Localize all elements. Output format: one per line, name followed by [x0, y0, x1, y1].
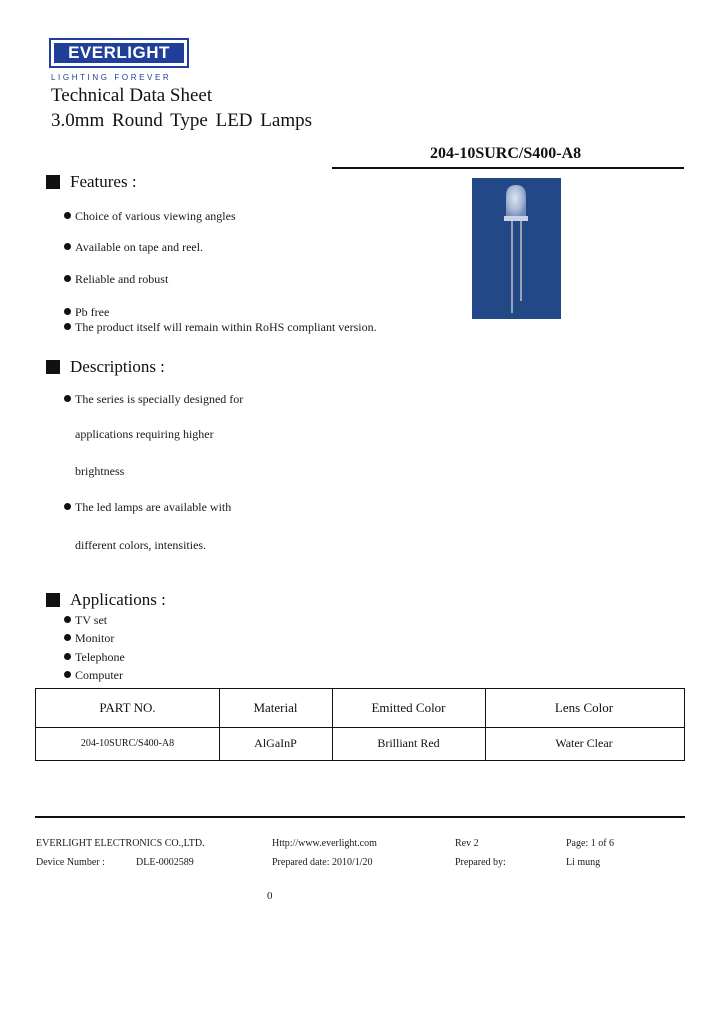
features-section-marker [46, 175, 60, 189]
bullet-icon [64, 395, 71, 402]
table-cell: 204-10SURC/S400-A8 [80, 737, 175, 749]
table-cell: Water Clear [555, 735, 613, 750]
logo-tagline: LIGHTING FOREVER [51, 73, 172, 82]
bullet-icon [64, 671, 71, 678]
descriptions-section-marker [46, 360, 60, 374]
applications-heading: Applications : [70, 590, 166, 609]
descriptions-heading: Descriptions : [70, 357, 165, 376]
table-header-cell: Emitted Color [371, 700, 446, 715]
applications-section-marker [46, 593, 60, 607]
feature-item: Pb free [75, 305, 110, 319]
footer-page: Page: 1 of 6 [566, 838, 615, 849]
description-line: The led lamps are available with [75, 500, 232, 514]
table-header-cell: Lens Color [554, 700, 614, 715]
document-subtitle: 3.0mm Round Type LED Lamps [51, 110, 312, 131]
bullet-icon [64, 323, 71, 330]
table-header-cell: Material [253, 700, 298, 715]
spec-table [35, 688, 685, 761]
application-item: Telephone [75, 650, 125, 664]
description-line: The series is specially designed for [75, 392, 244, 406]
application-item: Monitor [75, 631, 115, 645]
footer-device-number: DLE-0002589 [136, 857, 194, 868]
footer-revision: Rev 2 [455, 838, 479, 849]
description-line: brightness [75, 464, 125, 478]
footer-prepared-date: Prepared date: 2010/1/20 [272, 857, 373, 868]
feature-item: Choice of various viewing angles [75, 209, 236, 223]
footer-website: Http://www.everlight.com [272, 838, 377, 849]
document-title: Technical Data Sheet [51, 85, 213, 106]
application-item: TV set [75, 613, 108, 627]
footer-company: EVERLIGHT ELECTRONICS CO.,LTD. [36, 838, 205, 849]
bullet-icon [64, 616, 71, 623]
part-number-heading: 204-10SURC/S400-A8 [430, 145, 582, 162]
footer-prepared-by: Li mung [566, 857, 601, 868]
table-header-cell: PART NO. [99, 700, 156, 715]
led-lamp-photo [472, 178, 561, 319]
bullet-icon [64, 212, 71, 219]
bullet-icon [64, 653, 71, 660]
description-line: different colors, intensities. [75, 538, 207, 552]
bullet-icon [64, 634, 71, 641]
logo-wordmark: EVERLIGHT [54, 43, 184, 63]
header-divider [332, 167, 684, 169]
footer-device-number-label: Device Number : [36, 857, 105, 868]
bullet-icon [64, 243, 71, 250]
feature-item: Reliable and robust [75, 272, 169, 286]
footer-prepared-by-label: Prepared by: [455, 857, 506, 868]
feature-item: The product itself will remain within RoHS compliant version. [75, 320, 377, 334]
table-cell: AlGaInP [254, 735, 297, 750]
page-marker: 0 [267, 890, 273, 902]
description-line: applications requiring higher [75, 427, 214, 441]
application-item: Computer [75, 668, 123, 682]
feature-item: Available on tape and reel. [75, 240, 204, 254]
bullet-icon [64, 275, 71, 282]
table-cell: Brilliant Red [377, 735, 440, 750]
footer-divider [35, 816, 685, 818]
company-logo [49, 38, 189, 68]
bullet-icon [64, 503, 71, 510]
features-heading: Features : [70, 172, 137, 191]
bullet-icon [64, 308, 71, 315]
